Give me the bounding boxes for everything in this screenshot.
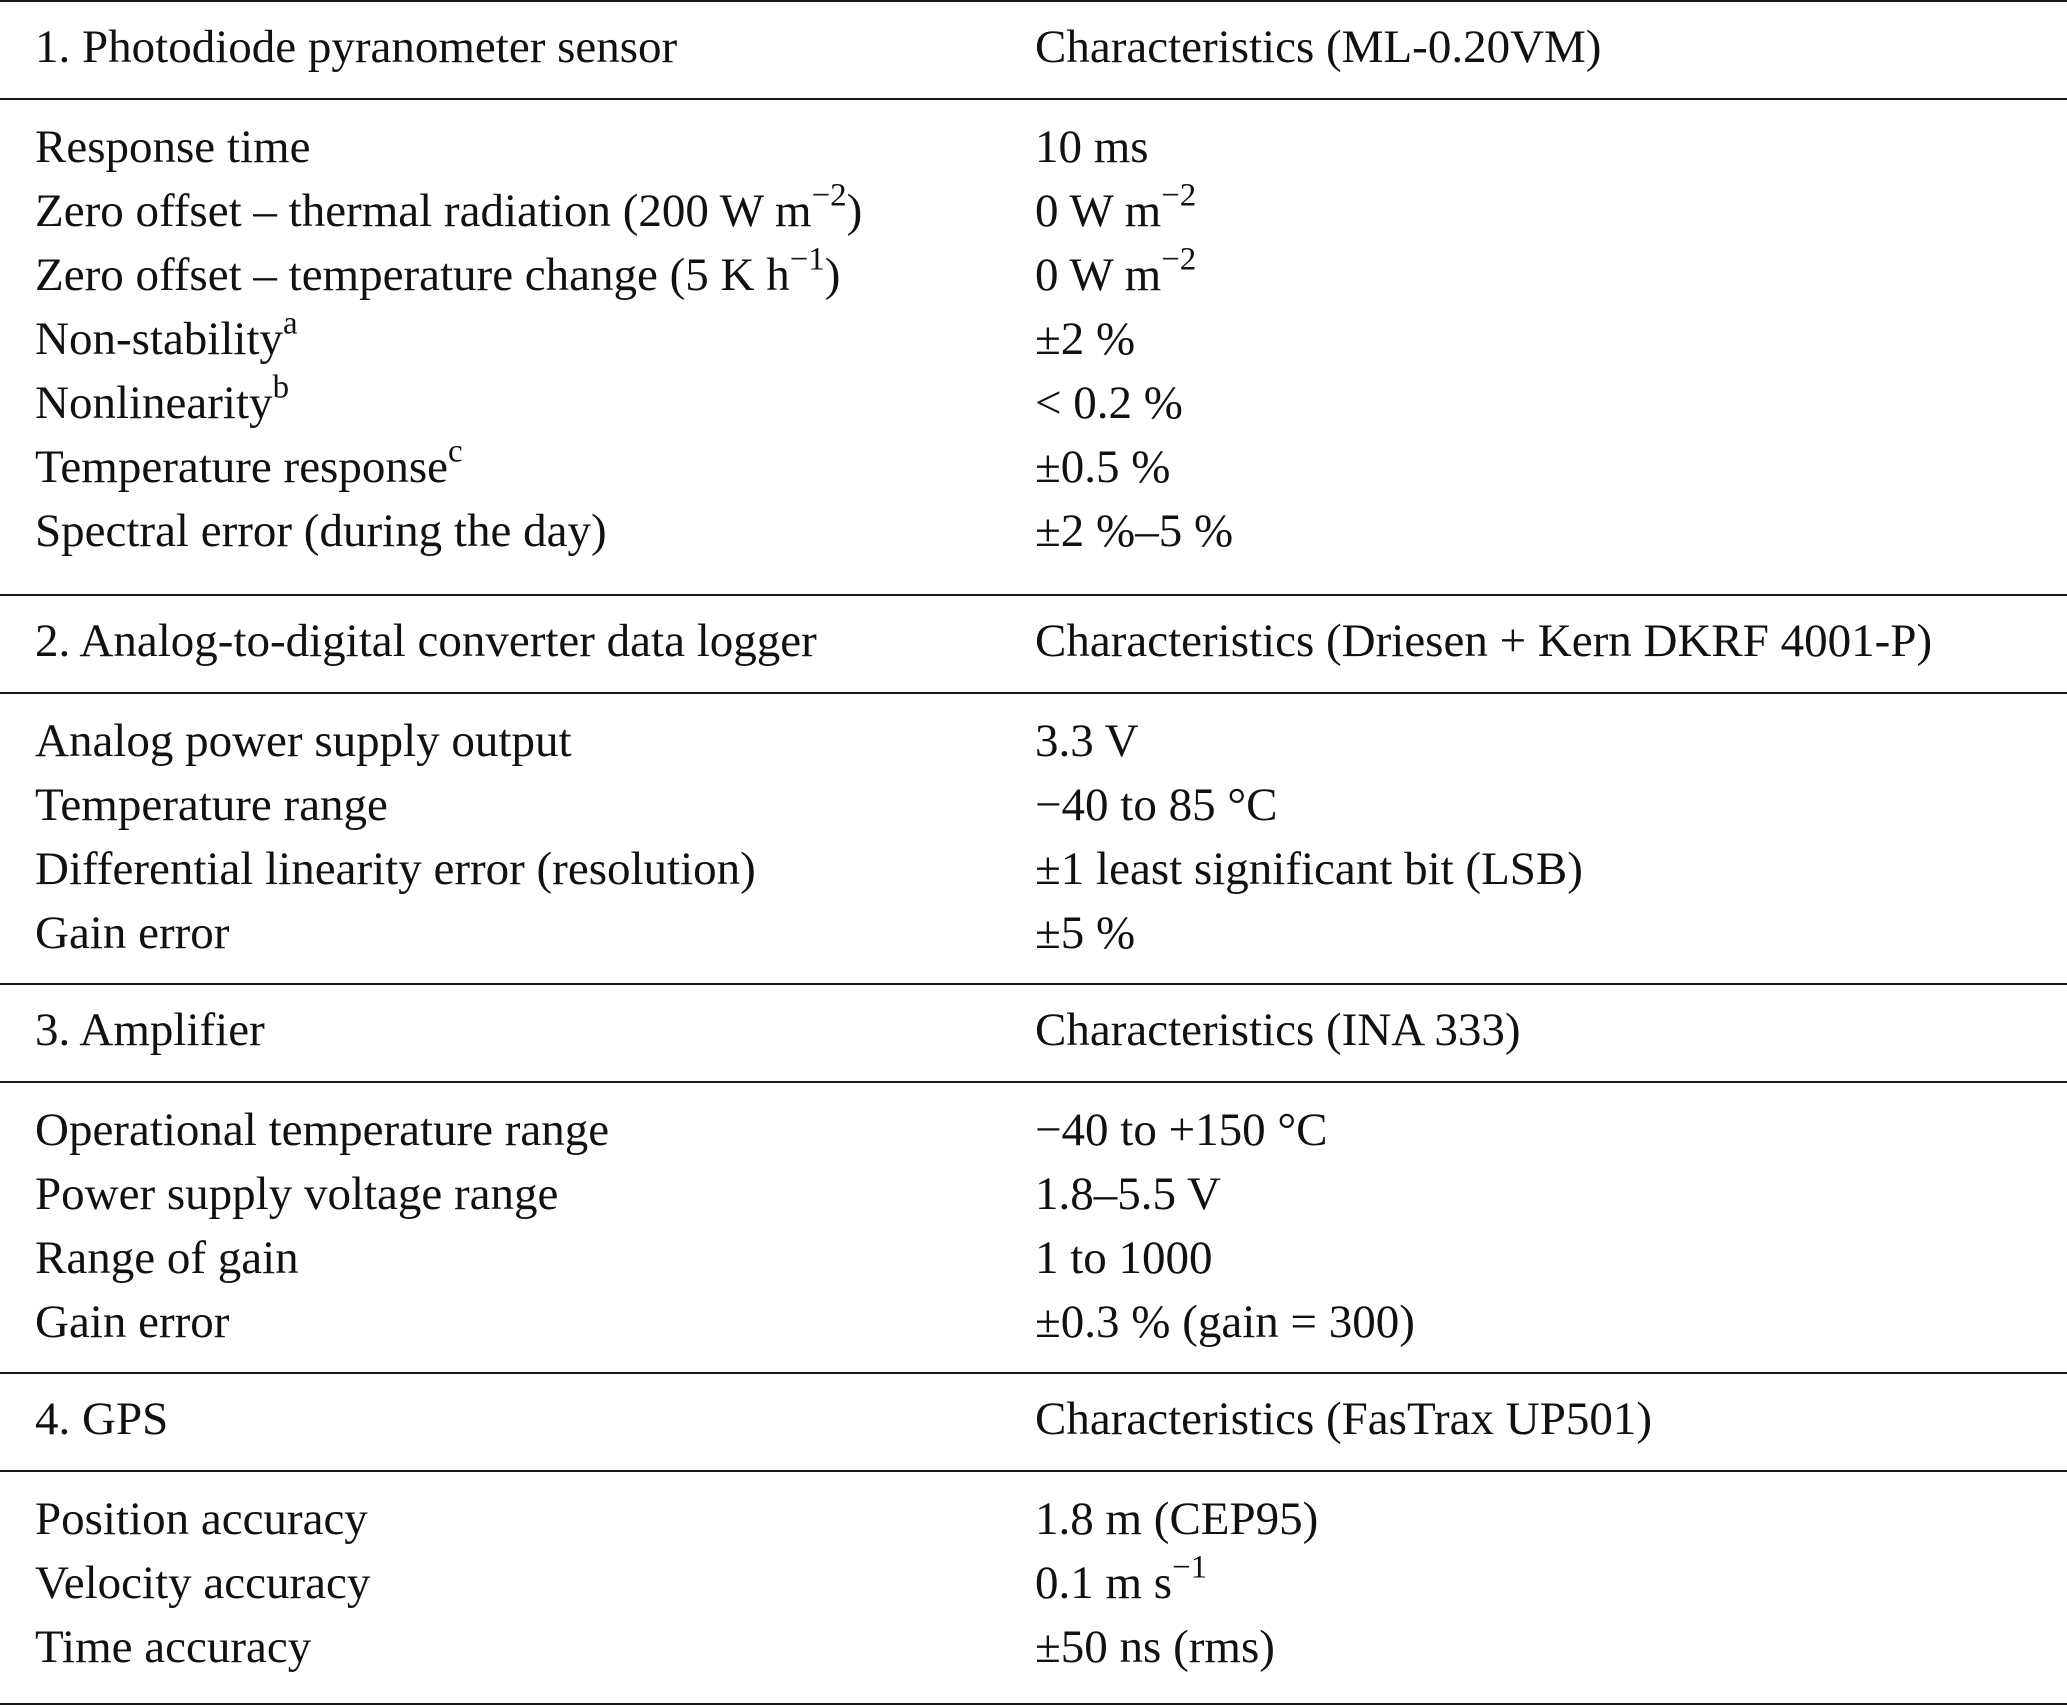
section-title: 4. GPS <box>35 1393 169 1445</box>
section-header-row <box>0 983 2067 1077</box>
characteristics-heading: Characteristics (INA 333) <box>1035 1004 1521 1056</box>
value-text: ±0.3 % (gain = 300) <box>1035 1296 1415 1348</box>
header-bottom-rule <box>0 1081 2067 1083</box>
value-cell <box>1035 843 1583 895</box>
parameter-label-tail: ) <box>824 249 841 301</box>
value-cell <box>1035 907 1136 959</box>
table-row <box>0 710 2067 774</box>
parameter-cell <box>35 715 572 767</box>
parameter-cell <box>35 121 311 173</box>
value-text: 10 ms <box>1035 121 1149 173</box>
characteristics-heading: Characteristics (ML-0.20VM) <box>1035 21 1602 73</box>
parameter-label: Gain error <box>35 1296 230 1348</box>
parameter-cell <box>35 907 230 959</box>
table-row <box>0 1099 2067 1163</box>
section-header-row <box>0 0 2067 94</box>
value-cell <box>1035 715 1139 767</box>
table-row <box>0 902 2067 966</box>
parameter-superscript: a <box>283 305 298 342</box>
section-body <box>0 710 2067 966</box>
parameter-label: Velocity accuracy <box>35 1557 371 1609</box>
value-text: ±50 ns (rms) <box>1035 1621 1275 1673</box>
section-header-row <box>0 594 2067 688</box>
value-cell <box>1035 177 1197 237</box>
value-text: < 0.2 % <box>1035 377 1183 429</box>
parameter-cell <box>35 369 290 429</box>
characteristics-heading: Characteristics (Driesen + Kern DKRF 4001-P) <box>1035 615 1933 667</box>
table-row <box>0 1488 2067 1552</box>
parameter-cell <box>35 1621 312 1673</box>
parameter-cell <box>35 1296 230 1348</box>
parameter-superscript: c <box>448 433 463 470</box>
parameter-label: Position accuracy <box>35 1493 368 1545</box>
parameter-cell <box>35 1104 610 1156</box>
parameter-label: Nonlinearity <box>35 377 273 429</box>
value-text: ±1 least significant bit (LSB) <box>1035 843 1583 895</box>
parameter-label: Power supply voltage range <box>35 1168 559 1220</box>
parameter-cell <box>35 1168 559 1220</box>
parameter-cell <box>35 1557 371 1609</box>
value-cell <box>1035 1621 1275 1673</box>
parameter-label: Operational temperature range <box>35 1104 610 1156</box>
value-cell <box>1035 241 1197 301</box>
parameter-cell <box>35 433 463 493</box>
parameter-superscript: −1 <box>789 241 825 278</box>
table-row <box>0 1291 2067 1355</box>
parameter-cell <box>35 1493 368 1545</box>
value-text: 3.3 V <box>1035 715 1139 767</box>
table-row <box>0 177 2067 244</box>
table-row <box>0 500 2067 564</box>
table-row <box>0 369 2067 436</box>
value-cell <box>1035 1168 1221 1220</box>
value-text: 1.8 m (CEP95) <box>1035 1493 1319 1545</box>
value-cell <box>1035 1296 1415 1348</box>
value-text: −40 to 85 °C <box>1035 779 1278 831</box>
section-body <box>0 1099 2067 1355</box>
table-row <box>0 116 2067 180</box>
section-gps <box>0 1372 2067 1673</box>
header-bottom-rule <box>0 98 2067 100</box>
parameter-label: Time accuracy <box>35 1621 312 1673</box>
value-superscript: −2 <box>1161 241 1197 278</box>
table-row <box>0 1163 2067 1227</box>
value-text: ±2 % <box>1035 313 1136 365</box>
table-row <box>0 774 2067 838</box>
value-cell <box>1035 377 1183 429</box>
section-adc-data-logger <box>0 594 2067 959</box>
parameter-label: Response time <box>35 121 311 173</box>
parameter-label: Analog power supply output <box>35 715 572 767</box>
parameter-cell <box>35 843 756 895</box>
characteristics-heading: Characteristics (FasTrax UP501) <box>1035 1393 1653 1445</box>
section-title: 3. Amplifier <box>35 1004 265 1056</box>
section-photodiode-pyranometer <box>0 0 2067 557</box>
table-row <box>0 433 2067 500</box>
value-text: 0 W m <box>1035 249 1162 301</box>
header-bottom-rule <box>0 692 2067 694</box>
section-amplifier <box>0 983 2067 1348</box>
parameter-superscript: −2 <box>811 177 847 214</box>
value-text: ±5 % <box>1035 907 1136 959</box>
value-text: 0.1 m s <box>1035 1557 1173 1609</box>
value-cell <box>1035 121 1149 173</box>
value-cell <box>1035 441 1171 493</box>
parameter-cell <box>35 241 841 301</box>
table-row <box>0 305 2067 372</box>
parameter-label: Range of gain <box>35 1232 299 1284</box>
value-cell <box>1035 1104 1328 1156</box>
section-body <box>0 1488 2067 1680</box>
section-header-row <box>0 1372 2067 1466</box>
parameter-label: Gain error <box>35 907 230 959</box>
parameter-cell <box>35 177 863 237</box>
section-body <box>0 116 2067 564</box>
table-row <box>0 1549 2067 1616</box>
section-title: 2. Analog-to-digital converter data logger <box>35 615 817 667</box>
parameter-cell <box>35 505 607 557</box>
parameter-label: Zero offset – temperature change (5 K h <box>35 249 790 301</box>
value-text: 1 to 1000 <box>1035 1232 1213 1284</box>
parameter-label: Temperature range <box>35 779 388 831</box>
section-title: 1. Photodiode pyranometer sensor <box>35 21 678 73</box>
table-row <box>0 1616 2067 1680</box>
table-bottom-rule <box>0 1703 2067 1705</box>
parameter-cell <box>35 305 298 365</box>
parameter-label-tail: ) <box>846 185 863 237</box>
value-cell <box>1035 1493 1319 1545</box>
value-cell <box>1035 1549 1208 1609</box>
parameter-label: Spectral error (during the day) <box>35 505 607 557</box>
table-row <box>0 241 2067 308</box>
value-text: −40 to +150 °C <box>1035 1104 1328 1156</box>
value-superscript: −1 <box>1172 1549 1208 1586</box>
table-row <box>0 1227 2067 1291</box>
value-text: 0 W m <box>1035 185 1162 237</box>
parameter-label: Temperature response <box>35 441 448 493</box>
parameter-superscript: b <box>272 369 290 406</box>
parameter-label: Differential linearity error (resolution) <box>35 843 756 895</box>
value-cell <box>1035 505 1234 557</box>
value-text: 1.8–5.5 V <box>1035 1168 1221 1220</box>
parameter-cell <box>35 779 388 831</box>
value-cell <box>1035 779 1278 831</box>
value-superscript: −2 <box>1161 177 1197 214</box>
value-text: ±0.5 % <box>1035 441 1171 493</box>
value-cell <box>1035 1232 1213 1284</box>
parameter-label: Zero offset – thermal radiation (200 W m <box>35 185 812 237</box>
value-cell <box>1035 313 1136 365</box>
table-row <box>0 838 2067 902</box>
parameter-cell <box>35 1232 299 1284</box>
header-bottom-rule <box>0 1470 2067 1472</box>
parameter-label: Non-stability <box>35 313 284 365</box>
value-text: ±2 %–5 % <box>1035 505 1234 557</box>
